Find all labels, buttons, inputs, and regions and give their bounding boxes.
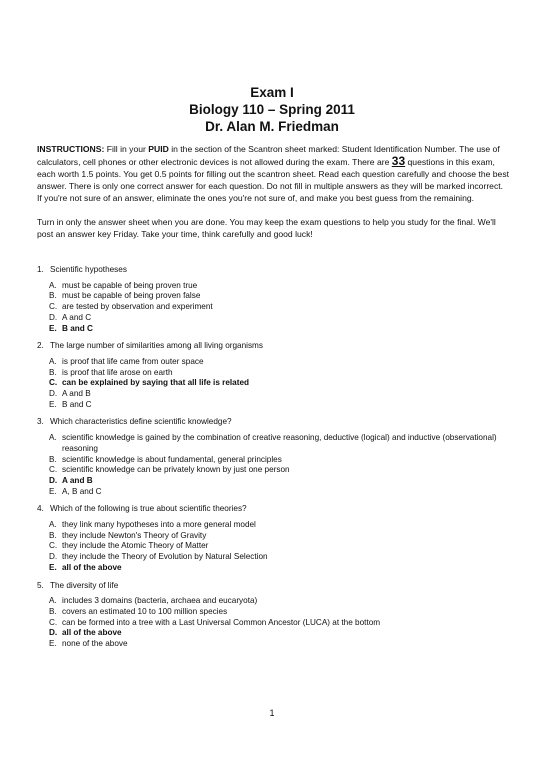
instructions xyxy=(37,143,509,240)
option-letter: A. xyxy=(49,433,57,443)
question-2 xyxy=(37,341,507,410)
option-text: they link many hypotheses into a more general model xyxy=(62,520,256,530)
option-letter: D. xyxy=(49,628,58,638)
answer-option xyxy=(49,291,507,302)
option-letter: E. xyxy=(49,323,57,333)
answer-options xyxy=(49,433,507,497)
answer-option xyxy=(49,433,507,454)
answer-options xyxy=(49,596,507,650)
answer-option xyxy=(49,281,507,292)
question-4 xyxy=(37,504,507,573)
page-number: 1 xyxy=(269,708,275,718)
option-text: can be formed into a tree with a Last Universal Common Ancestor (LUCA) at the bottom xyxy=(62,617,381,627)
option-letter: A. xyxy=(49,356,57,366)
question-count: 33 xyxy=(391,154,406,168)
option-text: must be capable of being proven false xyxy=(62,291,201,301)
answer-option xyxy=(49,596,507,607)
option-text: includes 3 domains (bacteria, archaea and eucaryota) xyxy=(62,596,258,606)
answer-option xyxy=(49,400,507,411)
option-letter: A. xyxy=(49,596,57,606)
option-text: A and C xyxy=(62,312,92,322)
question-list xyxy=(37,265,507,657)
answer-option xyxy=(49,357,507,368)
instructions-text-c: questions in this exam, each worth 1.5 points. You get 0.5 points for filling out the scantron sheet. Read each question carefully and choose the best answer. There is only one correct answer for each question. Do not fill in multiple answers as they will be marked incorrect. If you're not sure of an answer, eliminate the ones you're not sure of, and make you best guess from the remaining. xyxy=(37,157,510,203)
option-letter: D. xyxy=(49,389,58,399)
option-text: B and C xyxy=(62,323,93,333)
answer-option xyxy=(49,520,507,531)
option-letter: C. xyxy=(49,617,58,627)
question-5 xyxy=(37,581,507,650)
answer-options xyxy=(49,281,507,335)
option-letter: B. xyxy=(49,454,57,464)
question-stem xyxy=(37,417,507,428)
option-letter: B. xyxy=(49,606,57,616)
option-text: is proof that life arose on earth xyxy=(62,367,173,377)
question-text: Which of the following is true about scientific theories? xyxy=(50,504,247,514)
option-letter: C. xyxy=(49,541,58,551)
answer-option xyxy=(49,487,507,498)
option-text: scientific knowledge is about fundamental, general principles xyxy=(62,454,282,464)
exam-header xyxy=(0,84,544,135)
option-text: must be capable of being proven true xyxy=(62,280,198,290)
answer-option xyxy=(49,465,507,476)
instructions-paragraph-2: Turn in only the answer sheet when you are done. You may keep the exam questions to help you study for the final. We'll post an answer key Friday. Take your time, think carefully and good luck! xyxy=(37,217,496,239)
option-letter: D. xyxy=(49,475,58,485)
answer-option-correct xyxy=(49,476,507,487)
course-title: Biology 110 – Spring 2011 xyxy=(189,102,355,117)
option-text: all of the above xyxy=(62,562,122,572)
option-letter: E. xyxy=(49,486,57,496)
question-stem xyxy=(37,341,507,352)
option-text: B and C xyxy=(62,399,92,409)
question-text: Scientific hypotheses xyxy=(50,265,127,274)
answer-option xyxy=(49,389,507,400)
option-letter: E. xyxy=(49,562,57,572)
instructions-text-a: Fill in your xyxy=(106,144,146,154)
option-letter: C. xyxy=(49,465,58,475)
option-letter: A. xyxy=(49,520,57,530)
option-letter: E. xyxy=(49,399,57,409)
answer-options xyxy=(49,357,507,411)
answer-option xyxy=(49,618,507,629)
answer-option xyxy=(49,531,507,542)
option-letter: D. xyxy=(49,312,58,322)
question-number: 1. xyxy=(37,265,44,274)
option-text: they include Newton's Theory of Gravity xyxy=(62,530,207,540)
answer-option-correct xyxy=(49,628,507,639)
question-number: 3. xyxy=(37,417,44,427)
answer-option xyxy=(49,552,507,563)
answer-option xyxy=(49,455,507,466)
question-number: 4. xyxy=(37,504,44,514)
option-letter: C. xyxy=(49,378,58,388)
question-3 xyxy=(37,417,507,497)
option-text: can be explained by saying that all life is related xyxy=(62,378,250,388)
instructions-paragraph-1 xyxy=(37,143,509,204)
question-number: 2. xyxy=(37,341,44,351)
option-text: is proof that life came from outer space xyxy=(62,356,204,366)
answer-option xyxy=(49,313,507,324)
option-text: none of the above xyxy=(62,639,128,649)
answer-options xyxy=(49,520,507,574)
answer-option-correct xyxy=(49,563,507,574)
option-text: scientific knowledge can be privately known by just one person xyxy=(62,465,290,475)
option-text: all of the above xyxy=(62,628,122,638)
question-text: Which characteristics define scientific knowledge? xyxy=(50,417,232,427)
answer-option-correct xyxy=(49,324,507,335)
question-text: The diversity of life xyxy=(50,580,119,590)
option-text: A and B xyxy=(62,389,91,399)
instructor-name: Dr. Alan M. Friedman xyxy=(205,119,339,134)
instructions-text-b: in the section of the Scantron sheet marked: Student Identification Number. The use of calculators, cell phones or other electronic devices is not allowed during the exam. There are xyxy=(37,144,500,167)
option-letter: A. xyxy=(49,280,57,290)
answer-option xyxy=(49,368,507,379)
answer-option xyxy=(49,639,507,650)
option-letter: B. xyxy=(49,367,57,377)
option-text: are tested by observation and experiment xyxy=(62,302,213,312)
question-stem xyxy=(37,504,507,515)
answer-option xyxy=(49,607,507,618)
paragraph-gap xyxy=(37,204,509,216)
exam-title: Exam I xyxy=(250,85,294,100)
puid-emphasis: PUID xyxy=(148,144,169,154)
question-number: 5. xyxy=(37,580,44,590)
option-text: covers an estimated 10 to 100 million species xyxy=(62,606,228,616)
question-text: The large number of similarities among all living organisms xyxy=(50,341,263,351)
option-text: they include the Theory of Evolution by Natural Selection xyxy=(62,552,268,562)
question-stem xyxy=(37,265,507,276)
option-text: they include the Atomic Theory of Matter xyxy=(62,541,209,551)
option-letter: D. xyxy=(49,552,58,562)
option-letter: B. xyxy=(49,530,57,540)
question-1 xyxy=(37,265,507,334)
option-text: A and B xyxy=(62,475,93,485)
answer-option xyxy=(49,541,507,552)
option-letter: E. xyxy=(49,639,57,649)
answer-option-correct xyxy=(49,378,507,389)
option-letter: C. xyxy=(49,302,58,312)
question-stem xyxy=(37,581,507,592)
answer-option xyxy=(49,302,507,313)
option-letter: B. xyxy=(49,291,57,301)
instructions-label: INSTRUCTIONS: xyxy=(37,144,105,154)
option-text: A, B and C xyxy=(62,486,102,496)
option-text: scientific knowledge is gained by the combination of creative reasoning, deductive (logical) and inductive (observational) reasoning xyxy=(62,433,497,453)
